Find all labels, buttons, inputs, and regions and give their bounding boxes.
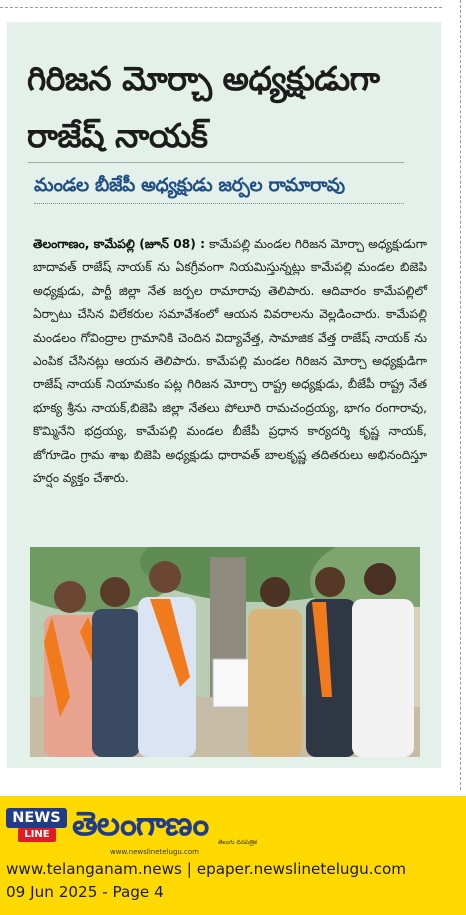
footer-website-links[interactable]: www.telanganam.news | epaper.newslinetelugu.com xyxy=(6,860,407,878)
brand-tagline: తెలుగు దినపత్రిక xyxy=(218,839,258,846)
page-edge-top xyxy=(0,7,442,8)
footer-date-page: 09 Jun 2025 - Page 4 xyxy=(6,883,164,901)
logo-news-text: NEWS xyxy=(6,808,67,828)
newsline-logo xyxy=(6,808,67,844)
subheadline-dotted-rule xyxy=(34,203,404,204)
subheadline-rule xyxy=(28,162,404,163)
article-headline: గిరిజన మోర్చా అధ్యక్షుడుగా రాజేష్ నాయక్ xyxy=(27,59,380,155)
page-edge-right xyxy=(460,0,461,790)
epaper-footer xyxy=(0,796,466,915)
article-photo xyxy=(30,547,420,757)
article-body-text: కామేపల్లి మండల గిరిజన మోర్చా అధ్యక్షుడుగా బాదావత్ రాజేష్ నాయక్ ను ఏకగ్రీవంగా నియమిస్తున్నట్లు కామేపల్లి మండల బిజెపి అధ్యక్షుడు, పార్టీ జిల్లా నేత జర్పల రామారావు తెలిపారు. ఆదివారం కామేపల్లిలో ఏర్పాటు చేసిన విలేకరుల సమావేశంలో ఆయన వివరాలను వెల్లడించారు. కామేపల్లి మండలం గోవింద్రాల గ్రామానికి చెందిన విద్యావేత్త, సామాజిక వేత్త రాజేష్ నాయక్ ను ఎంపిక చేసినట్లు ఆయన తెలిపారు. కామేపల్లి మండల గిరిజన మోర్చా అధ్యక్షుడిగా రాజేష్ నాయక్ నియామకం పట్ల గిరిజన మోర్చా రాష్ట్ర అధ్యక్షుడు, బీజేపీ రాష్ట్ర నేత భూక్య శ్రీను నాయక్,బిజెపి జిల్లా నేతలు పోలూరి రామచంద్రయ్య, భాగం రంగారావు, కొమ్మినేని భద్రయ్య, కామేపల్లి మండల బీజేపీ ప్రధాన కార్యదర్శి కృష్ణ నాయక్, జోగూడెం గ్రామ శాఖ బిజెపి అధ్యక్షుడు ధారావత్ బాలకృష్ణ తదితరులు అభినందిస్తూ హర్షం వ్యక్తం చేశారు. xyxy=(33,237,427,486)
article-body xyxy=(33,233,427,490)
logo-line-text: LINE xyxy=(18,828,56,842)
news-article xyxy=(7,22,441,768)
group-photo-illustration xyxy=(30,547,420,757)
telanganam-brand-name: తెలంగాణం xyxy=(72,804,209,843)
article-dateline: తెలంగాణం, కామేపల్లి (జూన్ 08) : xyxy=(33,237,206,251)
brand-url: www.newslinetelugu.com xyxy=(110,848,199,856)
article-subheadline: మండల బీజేపీ అధ్యక్షుడు జర్పల రామారావు xyxy=(34,175,345,196)
